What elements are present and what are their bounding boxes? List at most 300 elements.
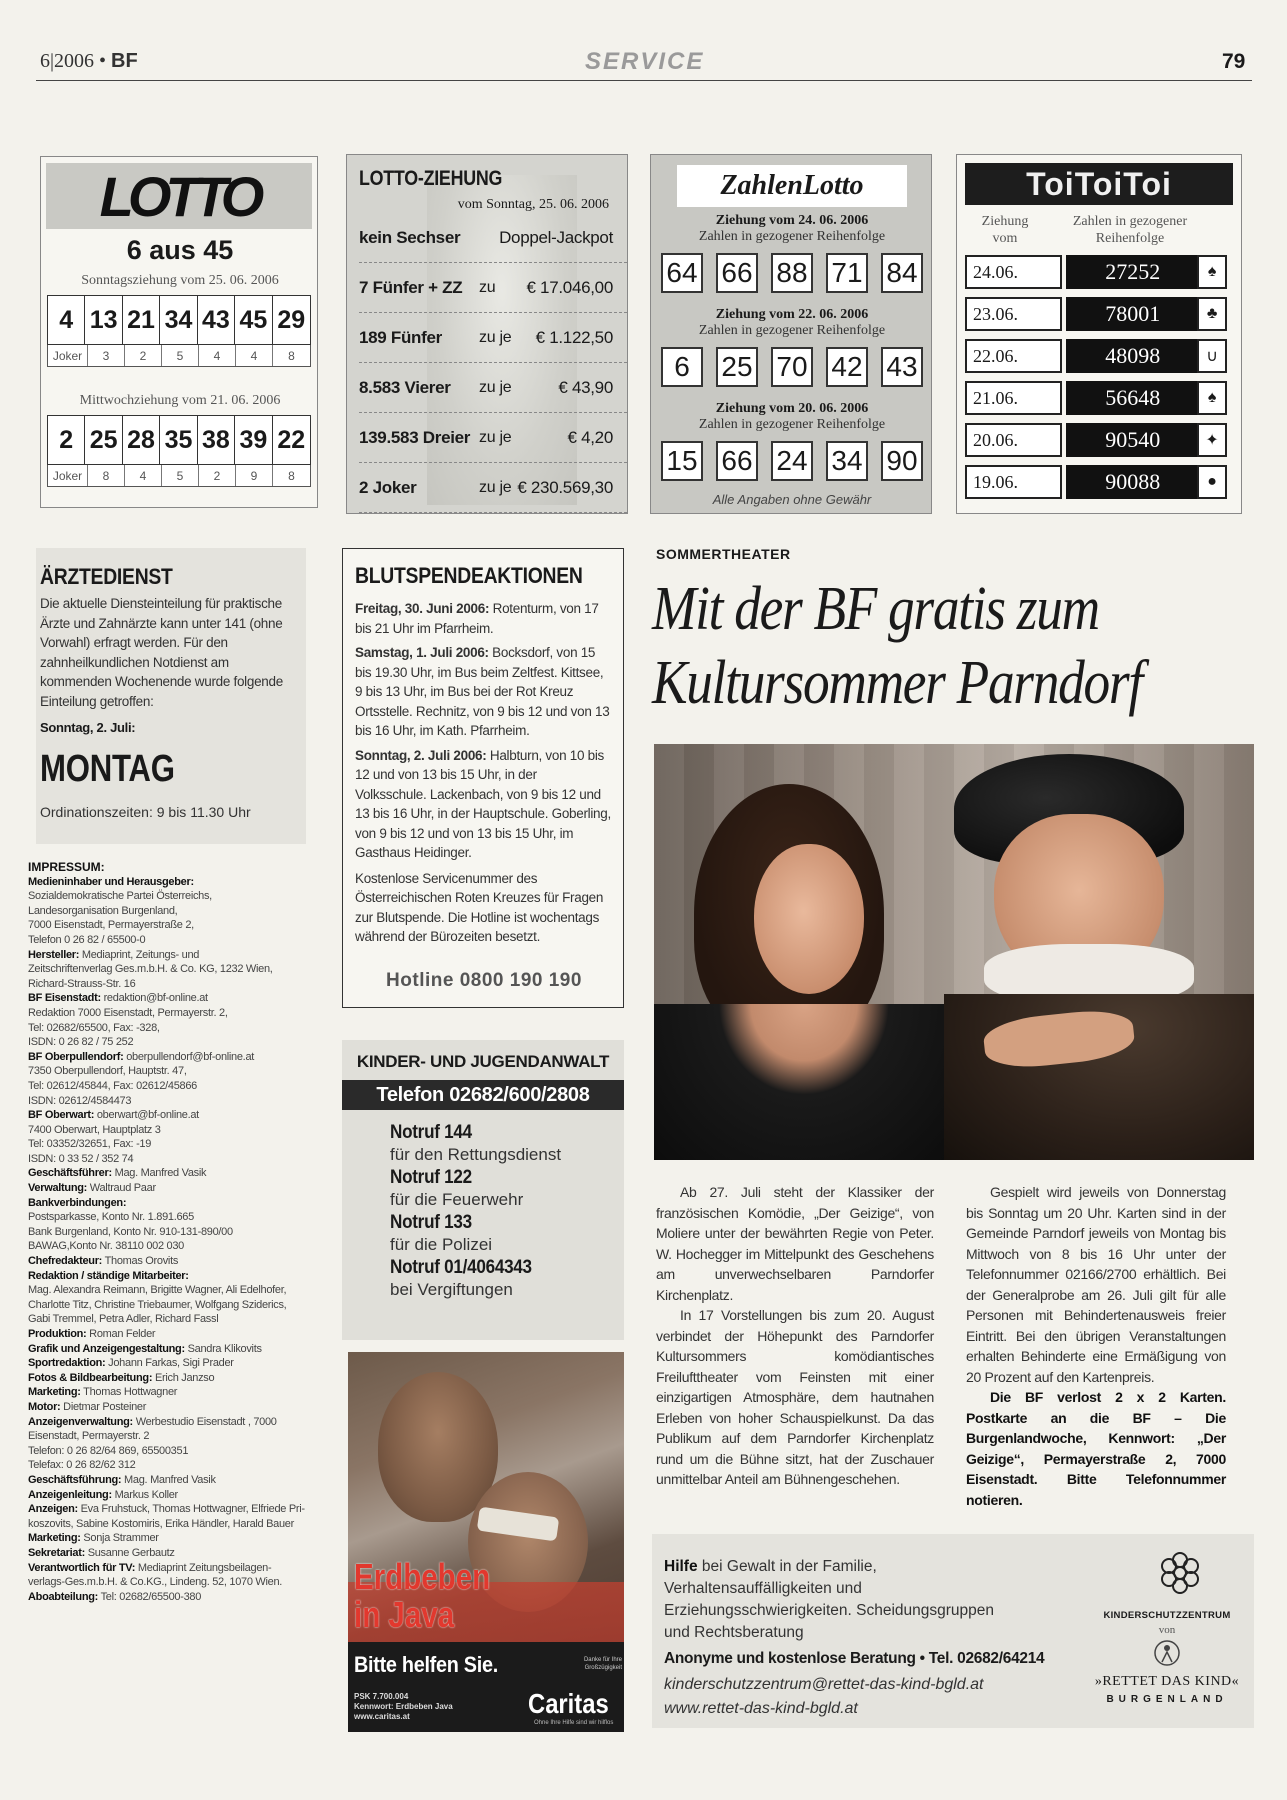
article-col1-p1: Ab 27. Juli steht der Klassiker der französischen Komödie, „Der Geizige“, von Moliere unter der bewährten Regie von Peter. W. Hochegger im Mittelpunkt des Geschehens am unverwechselbaren Parndorfer Kirchenplatz.: [656, 1184, 934, 1303]
ziehung-count: 8.583 Vierer: [359, 377, 451, 397]
impressum-label: BF Oberpullendorf:: [28, 1050, 124, 1063]
aerztedienst-text: Die aktuelle Diensteinteilung für praktische Ärzte und Zahnärzte kann unter 141 (ohne Vorwahl) erfragt werden. Für den zahnheilkundlichen Notdienst am kommenden Wochenende wurde folgende Einteilung getroffen:: [40, 596, 283, 709]
toitoitoi-col2-header: Zahlen in gezogener Reihenfolge: [1072, 214, 1188, 246]
ad-headline-line1: Erdbeben: [354, 1556, 491, 1597]
toitoitoi-number: 90088: [1066, 465, 1199, 499]
impressum-label: Motor:: [28, 1400, 61, 1413]
impressum-line: [28, 1473, 318, 1488]
toitoitoi-date: 24.06.: [965, 255, 1062, 289]
clover-icon: ♣: [1197, 297, 1227, 331]
ziehung-count: 139.583 Dreier: [359, 427, 471, 447]
impressum-line: [28, 1094, 318, 1109]
impressum-value: Gabi Tremmel, Petra Adler, Richard Fassl: [28, 1313, 219, 1326]
toitoitoi-row: [965, 297, 1227, 331]
impressum-line: [28, 1400, 318, 1415]
notruf-desc: für die Polizei: [390, 1235, 493, 1254]
zahlenlotto-number: 71: [826, 253, 868, 293]
impressum-lines: [28, 875, 318, 1605]
impressum-value: Eva Fruhstuck, Thomas Hottwagner, Elfriede Pri-: [77, 1503, 305, 1516]
ziehung-amount: € 43,90: [558, 377, 613, 397]
impressum-label: Verantwortlich für TV:: [28, 1561, 136, 1574]
ziehung-date: vom Sonntag, 25. 06. 2006: [457, 197, 609, 212]
notruf-desc: für die Feuerwehr: [390, 1190, 524, 1209]
lotto-number: 34: [160, 296, 197, 344]
impressum-label: Marketing:: [28, 1386, 81, 1399]
zahlenlotto-footer: Alle Angaben ohne Gewähr: [712, 492, 872, 507]
ad-headline: [354, 1558, 490, 1634]
impressum-line: [28, 1502, 318, 1517]
impressum-line: [28, 1064, 318, 1079]
impressum-value: Charlotte Titz, Christine Triebaumer, Wolfgang Sziderics,: [28, 1298, 287, 1311]
impressum-label: Chefredakteur:: [28, 1255, 103, 1268]
ziehung-row: [359, 463, 627, 513]
notruf-number: Notruf 144: [390, 1122, 472, 1143]
impressum-line: [28, 1546, 318, 1561]
kinderschutz-hilfe-bold: Hilfe: [664, 1558, 698, 1575]
impressum-line: [28, 1371, 318, 1386]
lotto-number: 21: [123, 296, 160, 344]
kinderschutzzentrum-logo: [1110, 1546, 1250, 1606]
joker-digit: 5: [162, 345, 199, 366]
wednesday-joker: [47, 465, 311, 487]
lotto-number: 45: [235, 296, 272, 344]
joker-digit: 4: [125, 465, 162, 486]
lotto-number: 4: [48, 296, 85, 344]
ziehung-count: kein Sechser: [359, 227, 461, 247]
impressum-value: Mag. Alexandra Reimann, Brigitte Wagner, Ali Edelhofer,: [28, 1284, 287, 1297]
kinderschutz-url[interactable]: www.rettet-das-kind-bgld.at: [664, 1700, 858, 1717]
zahlenlotto-draw-date: Ziehung vom 20. 06. 2006: [715, 401, 869, 416]
toitoitoi-row: [965, 465, 1227, 499]
wednesday-draw-label: Mittwochziehung vom 21. 06. 2006: [79, 393, 281, 408]
ziehung-per: zu je: [479, 328, 512, 346]
impressum-value: ISDN: 0 33 52 / 352 74: [28, 1152, 134, 1165]
impressum-line: [28, 1356, 318, 1371]
impressum-value: Mediaprint Zeitungsbeilagen-: [135, 1561, 272, 1574]
blutspende-entry-text: Halbturn, von 10 bis 12 und von 13 bis 15 Uhr, in der Volksschule. Lackenbach, von 9 bis 12 und 13 bis 16 Uhr, in der Hauptschule. Goberling, von 9 bis 12 und von 13 bis 15 Uhr, im Gasthaus Heidinger.: [355, 747, 611, 860]
kinderschutz-hilfe: [664, 1556, 1004, 1644]
ziehung-per: zu je: [479, 478, 512, 496]
impressum-line: [28, 918, 318, 933]
sunday-draw-label: Sonntagsziehung vom 25. 06. 2006: [81, 273, 279, 288]
lotto-number: 28: [123, 416, 160, 464]
impressum-line: [28, 1312, 318, 1327]
toitoitoi-number: 27252: [1066, 255, 1199, 289]
impressum-value: Mag. Manfred Vasik: [121, 1473, 216, 1486]
impressum-value: 7000 Eisenstadt, Permayerstraße 2,: [28, 919, 194, 932]
ziehung-per: zu: [479, 278, 496, 296]
ziehung-count: 7 Fünfer + ZZ: [359, 277, 463, 297]
zahlenlotto-number: 34: [826, 441, 868, 481]
joker-digit: 5: [162, 465, 199, 486]
impressum-line: [28, 1181, 318, 1196]
zahlenlotto-number: 84: [881, 253, 923, 293]
impressum-label: Marketing:: [28, 1532, 81, 1545]
flower-icon: [1153, 1546, 1207, 1600]
impressum-line: [28, 1283, 318, 1298]
toitoitoi-row: [965, 381, 1227, 415]
zahlenlotto-number: 15: [661, 441, 703, 481]
impressum-line: [28, 1123, 318, 1138]
joker-digit: 4: [236, 345, 273, 366]
impressum-value: oberwart@bf-online.at: [94, 1109, 199, 1122]
blutspende-note: Kostenlose Servicenummer des Österreichischen Roten Kreuzes für Fragen zur Blutspende. Die Hotline ist wochentags während der Bürozeiten besetzt.: [355, 870, 604, 944]
blutspende-entry-text: Rotenturm, von 17 bis 21 Uhr im Pfarrheim.: [355, 601, 599, 636]
lotto-number: 2: [48, 416, 85, 464]
ad-headline-line2: in Java: [354, 1594, 455, 1635]
ad-thanks: Danke für Ihre Großzügigkeit: [583, 1657, 622, 1671]
impressum-label: Geschäftsführung:: [28, 1473, 122, 1486]
zahlenlotto-number: 24: [771, 441, 813, 481]
impressum-value: ISDN: 02612/4584473: [28, 1094, 132, 1107]
zahlenlotto-number: 88: [771, 253, 813, 293]
zahlenlotto-number: 42: [826, 347, 868, 387]
ziehung-count: 189 Fünfer: [359, 327, 442, 347]
kinderschutz-logo-text: KINDERSCHUTZZENTRUM: [1103, 1610, 1231, 1621]
blutspende-hotline: Hotline 0800 190 190: [386, 970, 582, 991]
ad-cta-bar: [348, 1642, 624, 1732]
impressum-line: [28, 1006, 318, 1021]
lotto-number: 13: [85, 296, 122, 344]
lotto-number: 25: [85, 416, 122, 464]
issue-date: 6|2006: [40, 50, 95, 72]
impressum-label: Produktion:: [28, 1328, 87, 1340]
impressum-value: Bank Burgenland, Konto Nr. 910-131-890/00: [28, 1225, 233, 1238]
impressum-value: Tel: 02612/45844, Fax: 02612/45866: [28, 1079, 198, 1092]
impressum-line: [28, 889, 318, 904]
impressum-value: Erich Janzso: [152, 1371, 215, 1384]
ziehung-per: zu je: [479, 428, 512, 446]
joker-digit: 9: [236, 465, 273, 486]
impressum-line: [28, 904, 318, 919]
impressum-value: Telefon: 0 26 82/64 869, 65500351: [28, 1444, 189, 1457]
blutspende-entry-date: Sonntag, 2. Juli 2006:: [355, 747, 487, 763]
rettet-das-kind-logo: »RETTET DAS KIND«: [1094, 1674, 1240, 1689]
blutspende-entry: [355, 599, 611, 638]
pig-icon: ●: [1197, 465, 1227, 499]
impressum-value: Richard-Strauss-Str. 16: [28, 977, 136, 990]
kinderanwalt-title: KINDER- UND JUGENDANWALT: [356, 1052, 610, 1071]
impressum-label: Anzeigenverwaltung:: [28, 1415, 133, 1428]
aerztedienst-box: [36, 548, 306, 844]
impressum-line: [28, 1575, 318, 1590]
impressum-line: [28, 1079, 318, 1094]
article-headline: Mit der BF gratis zum Kultursommer Parndorf: [652, 575, 1142, 717]
impressum-line: [28, 1254, 318, 1269]
impressum-line: [28, 875, 318, 890]
zahlenlotto-draw-sub: Zahlen in gezogener Reihenfolge: [698, 417, 886, 432]
impressum-line: [28, 1415, 318, 1430]
ziehung-table: [359, 213, 627, 513]
impressum-label: Verwaltung:: [28, 1182, 88, 1195]
impressum-line: [28, 962, 318, 977]
impressum-line: [28, 1298, 318, 1313]
photo-woman-face: [754, 844, 864, 994]
impressum-label: Sekretariat:: [28, 1546, 85, 1559]
ziehung-title: LOTTO-ZIEHUNG: [359, 167, 503, 190]
impressum-value: Roman Felder: [86, 1328, 156, 1340]
toitoitoi-row: [965, 339, 1227, 373]
lotto-number: 38: [198, 416, 235, 464]
impressum-label: Aboabteilung:: [28, 1590, 99, 1603]
impressum-label: Medieninhaber und Herausgeber:: [28, 875, 194, 888]
impressum-line: [28, 1342, 318, 1357]
notruf-desc: für den Rettungsdienst: [390, 1145, 562, 1164]
toitoitoi-number: 90540: [1066, 423, 1199, 457]
impressum-label: Bankverbindungen:: [28, 1196, 127, 1209]
impressum-line: [28, 1531, 318, 1546]
header-bullet: •: [99, 50, 107, 72]
toitoitoi-date: 23.06.: [965, 297, 1062, 331]
zahlenlotto-number: 90: [881, 441, 923, 481]
mushroom-icon: ♠: [1197, 381, 1227, 415]
aerztedienst-title: ÄRZTEDIENST: [40, 564, 173, 589]
impressum-value: Thomas Hottwagner: [80, 1386, 178, 1399]
toitoitoi-date: 21.06.: [965, 381, 1062, 415]
lotto-number: 39: [235, 416, 272, 464]
blutspende-entries: [355, 599, 611, 863]
blutspende-entry: [355, 746, 611, 863]
impressum-label: Grafik und Anzeigengestaltung:: [28, 1342, 185, 1355]
ad-caritas-logo: Caritas: [528, 1688, 609, 1719]
blutspende-title: BLUTSPENDEAKTIONEN: [355, 563, 583, 588]
toitoitoi-row: [965, 423, 1227, 457]
impressum-value: verlags-Ges.m.b.H. & Co.KG., Lindeng. 52, 1070 Wien.: [28, 1576, 283, 1589]
ziehung-per: zu je: [479, 378, 512, 396]
impressum-line: [28, 1458, 318, 1473]
joker-digit: 8: [88, 465, 125, 486]
toitoitoi-number: 78001: [1066, 297, 1199, 331]
ziehung-row: [359, 213, 627, 263]
toitoitoi-box: [956, 154, 1242, 514]
impressum-value: Sonja Strammer: [80, 1532, 159, 1545]
impressum-value: Mag. Manfred Vasik: [111, 1167, 207, 1180]
impressum-value: koszovits, Sabine Kostomiris, Erika Händler, Harald Bauer: [28, 1517, 294, 1530]
joker-digit: 8: [288, 348, 295, 363]
zahlenlotto-box: [650, 154, 932, 514]
zahlenlotto-number: 25: [716, 347, 758, 387]
ziehung-amount: € 4,20: [567, 427, 613, 447]
zahlenlotto-logo-text: ZahlenLotto: [720, 170, 864, 201]
lotto-number: 22: [277, 425, 306, 454]
kinderschutz-beratung: Anonyme und kostenlose Beratung • Tel. 02682/64214: [664, 1650, 1045, 1667]
impressum-line: [28, 1210, 318, 1225]
zahlenlotto-number: 66: [716, 441, 758, 481]
zahlenlotto-number: 70: [771, 347, 813, 387]
impressum-value: Sozialdemokratische Partei Österreichs,: [28, 890, 212, 903]
mushroom-icon: ♠: [1197, 255, 1227, 289]
blutspende-entry-date: Freitag, 30. Juni 2006:: [355, 601, 490, 616]
lotto-logo: [46, 163, 312, 229]
impressum-value: Postsparkasse, Konto Nr. 1.891.665: [28, 1211, 194, 1224]
kinderanwalt-phone: Telefon 02682/600/2808: [376, 1083, 590, 1106]
impressum-line: [28, 1327, 318, 1342]
lotto-ziehung-box: [346, 154, 628, 514]
impressum-value: Johann Farkas, Sigi Prader: [105, 1357, 234, 1370]
ziehung-row: [359, 263, 627, 313]
impressum-value: oberpullendorf@bf-online.at: [123, 1050, 255, 1063]
zahlenlotto-number: 43: [881, 347, 923, 387]
impressum-line: [28, 1385, 318, 1400]
ziehung-row: [359, 413, 627, 463]
impressum-line: [28, 1488, 318, 1503]
impressum-value: Thomas Orovits: [102, 1255, 179, 1268]
impressum-title: IMPRESSUM:: [28, 860, 105, 874]
joker-digit: 2: [199, 465, 236, 486]
caritas-ad: [348, 1352, 624, 1732]
ziehung-row: [359, 313, 627, 363]
impressum-value: 7350 Oberpullendorf, Hauptstr. 47,: [28, 1065, 187, 1078]
joker-digit: 3: [88, 345, 125, 366]
impressum-value: 7400 Oberwart, Hauptplatz 3: [28, 1123, 161, 1136]
impressum-value: Zeitschriftenverlag Ges.m.b.H. & Co. KG, 1232 Wien,: [28, 963, 273, 976]
toitoitoi-logo: [965, 163, 1233, 205]
impressum-line: [28, 1429, 318, 1444]
ad-url: www.caritas.at: [354, 1712, 410, 1721]
ad-tagline: Ohne Ihre Hilfe sind wir hilflos: [534, 1720, 614, 1726]
ad-kennwort: Kennwort: Erdbeben Java: [354, 1702, 453, 1711]
ziehung-amount: Doppel-Jackpot: [499, 227, 613, 247]
ad-cta: Bitte helfen Sie.: [354, 1652, 498, 1677]
ziehung-amount: € 230.569,30: [517, 477, 613, 497]
kinderschutz-box: [652, 1534, 1254, 1728]
impressum-line: [28, 948, 318, 963]
article-col1-p2: In 17 Vorstellungen bis zum 20. August verbindet der Höhepunkt des Parndorfer Kultursommers komödiantisches Freilufttheater vom Feinsten mit einer einzigartigen Atmosphäre, dem hautnahen Erleben von hoher Schauspielkunst. Da das Publikum auf dem Parndorfer Kirchenplatz rund um die Bühne sitzt, hat der Zuschauer unmittelbar Anteil am Bühnengeschehen.: [656, 1307, 934, 1487]
notruf-item: [390, 1167, 620, 1210]
impressum-line: [28, 977, 318, 992]
article-col2: [966, 1182, 1226, 1510]
toitoitoi-col1-header: Ziehung vom: [981, 214, 1029, 246]
header-rule: [36, 80, 1252, 81]
impressum-label: BF Oberwart:: [28, 1109, 95, 1122]
impressum-line: [28, 991, 318, 1006]
impressum-label: Sportredaktion:: [28, 1357, 106, 1370]
impressum-value: Landesorganisation Burgenland,: [28, 904, 178, 917]
article-kicker: SOMMERTHEATER: [656, 546, 791, 562]
toitoitoi-row: [965, 255, 1227, 289]
burgenland-logo: BURGENLAND: [1106, 1694, 1228, 1705]
impressum-value: redaktion@bf-online.at: [100, 992, 208, 1005]
section-title: SERVICE: [585, 48, 705, 75]
kinderschutz-von: von: [1158, 1624, 1176, 1636]
lotto-subtitle: 6 aus 45: [126, 235, 234, 265]
impressum-value: BAWAG,Konto Nr. 38110 002 030: [28, 1240, 184, 1253]
toitoitoi-date: 22.06.: [965, 339, 1062, 373]
article-photo: [654, 744, 1254, 1160]
notruf-number: Notruf 01/4064343: [390, 1257, 532, 1278]
impressum-value: Dietmar Posteiner: [60, 1400, 147, 1413]
wednesday-numbers: [47, 415, 311, 465]
blutspende-entry-date: Samstag, 1. Juli 2006:: [355, 645, 489, 660]
kinderschutz-email[interactable]: kinderschutzzentrum@rettet-das-kind-bgld.at: [664, 1676, 984, 1693]
impressum-value: Tel: 03352/32651, Fax: -19: [28, 1138, 152, 1151]
sunday-numbers: [47, 295, 311, 345]
impressum-value: Sandra Klikovits: [184, 1342, 262, 1355]
zahlenlotto-draws: [651, 213, 933, 493]
impressum-line: [28, 1050, 318, 1065]
impressum-value: Mediaprint, Zeitungs- und: [79, 948, 200, 961]
sunday-joker: [47, 345, 311, 367]
notruf-item: [390, 1212, 620, 1255]
aerztedienst-name: MONTAG: [40, 748, 175, 790]
impressum-value: Tel: 02682/65500, Fax: -328,: [28, 1021, 160, 1034]
impressum: [28, 860, 318, 1604]
impressum-label: Redaktion / ständige Mitarbeiter:: [28, 1269, 189, 1282]
aerztedienst-hours: Ordinationszeiten: 9 bis 11.30 Uhr: [40, 804, 251, 820]
joker-label: Joker: [48, 345, 88, 366]
brand-label: BF: [111, 50, 138, 72]
joker-digit: 8: [288, 468, 295, 483]
aerztedienst-date: Sonntag, 2. Juli:: [40, 720, 136, 735]
impressum-value: Tel: 02682/65500-380: [98, 1590, 202, 1603]
article-col1: [656, 1182, 934, 1490]
ziehung-amount: € 1.122,50: [535, 327, 613, 347]
impressum-line: [28, 1517, 318, 1532]
chimney-sweep-icon: ✦: [1197, 423, 1227, 457]
impressum-label: Geschäftsführer:: [28, 1167, 112, 1180]
notruf-list: [390, 1122, 620, 1302]
impressum-line: [28, 1590, 318, 1605]
impressum-line: [28, 1166, 318, 1181]
blutspende-entry: [355, 643, 611, 741]
issue-label: [40, 50, 138, 73]
toitoitoi-table: [957, 255, 1243, 505]
kinderschutz-hilfe-text: bei Gewalt in der Familie, Verhaltensauffälligkeiten und Erziehungsschwierigkeiten. Scheidungsgruppen und Rechtsberatung: [664, 1558, 995, 1641]
article-col2-p1: Gespielt wird jeweils von Donnerstag bis Sonntag um 20 Uhr. Karten sind in der Gemeinde Parndorf jeweils von Montag bis Mittwoch von 8 bis 16 Uhr unter der Telefonnummer 02166/2700 erhältlich. Bei der Generalprobe am 26. Juli gilt für alle Personen mit Behindertenausweis freier Eintritt. Bei den übrigen Veranstaltungen erhalten Behinderte eine Ermäßigung von 20 Prozent auf den Kartenpreis.: [966, 1184, 1226, 1385]
lotto-box: [40, 156, 318, 508]
impressum-line: [28, 1561, 318, 1576]
photo-woman-dress: [654, 1004, 954, 1160]
notruf-item: [390, 1122, 620, 1165]
blutspende-entry-text: Bocksdorf, von 15 bis 19.30 Uhr, im Bus beim Zeltfest. Kittsee, 9 bis 13 Uhr, im Bus bei der Rot Kreuz Ortsstelle. Rechnitz, von 9 bis 12 und von 13 bis 16 Uhr, im Kath. Pfarrheim.: [355, 645, 610, 738]
toitoitoi-number: 48098: [1066, 339, 1199, 373]
blutspende-box: [342, 548, 624, 1008]
lotto-number: 35: [160, 416, 197, 464]
joker-label: Joker: [48, 465, 88, 486]
impressum-value: Markus Koller: [111, 1488, 178, 1501]
impressum-line: [28, 1021, 318, 1036]
lotto-number: 29: [277, 305, 306, 334]
notruf-desc: bei Vergiftungen: [390, 1280, 513, 1299]
impressum-value: Waltraud Paar: [87, 1182, 156, 1195]
ziehung-count: 2 Joker: [359, 477, 417, 497]
impressum-label: Fotos & Bildbearbeitung:: [28, 1371, 153, 1384]
impressum-line: [28, 1035, 318, 1050]
toitoitoi-date: 20.06.: [965, 423, 1062, 457]
zahlenlotto-logo: [677, 165, 907, 207]
toitoitoi-date: 19.06.: [965, 465, 1062, 499]
impressum-value: Susanne Gerbautz: [84, 1546, 175, 1559]
kinderanwalt-box: [342, 1040, 624, 1340]
impressum-line: [28, 1225, 318, 1240]
impressum-line: [28, 1239, 318, 1254]
ziehung-row: [359, 363, 627, 413]
lotto-logo-text: LOTTO: [99, 164, 259, 228]
zahlenlotto-number: 64: [661, 253, 703, 293]
zahlenlotto-draw-sub: Zahlen in gezogener Reihenfolge: [698, 323, 886, 338]
impressum-label: BF Eisenstadt:: [28, 992, 101, 1005]
impressum-label: Anzeigenleitung:: [28, 1488, 112, 1501]
impressum-line: [28, 1196, 318, 1211]
article-col2-p2: Die BF verlost 2 x 2 Karten. Postkarte an die BF – Die Burgenlandwoche, Kennwort: „Der Geizige“, Permayerstraße 2, 7000 Eisenstadt. Bitte Telefonnummer notieren.: [966, 1389, 1226, 1508]
impressum-value: Werbestudio Eisenstadt , 7000: [132, 1415, 277, 1428]
impressum-line: [28, 1269, 318, 1284]
impressum-value: Telefon 0 26 82 / 65500-0: [28, 933, 146, 946]
impressum-value: Redaktion 7000 Eisenstadt, Permayerstr. 2,: [28, 1006, 228, 1019]
page-number: 79: [1222, 50, 1246, 73]
impressum-line: [28, 1137, 318, 1152]
notruf-number: Notruf 122: [390, 1167, 472, 1188]
